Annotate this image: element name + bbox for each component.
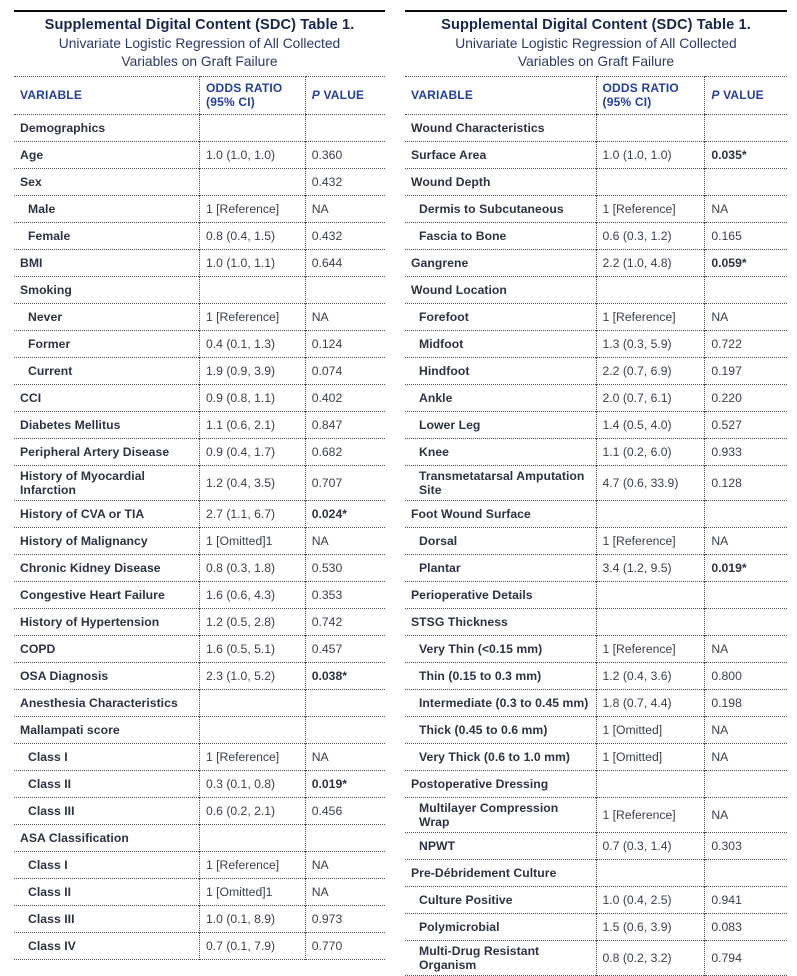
table-row bbox=[14, 770, 385, 797]
variable-cell: Thick (0.45 to 0.6 mm) bbox=[405, 716, 596, 743]
p-value-cell: 0.035* bbox=[705, 141, 787, 168]
odds-ratio-cell bbox=[596, 608, 705, 635]
p-value-cell: NA bbox=[705, 195, 787, 222]
table-row bbox=[405, 716, 787, 743]
table-row bbox=[14, 851, 385, 878]
odds-ratio-cell bbox=[200, 168, 306, 195]
p-value-cell: NA bbox=[305, 743, 385, 770]
table-row bbox=[405, 608, 787, 635]
variable-cell: Hindfoot bbox=[405, 357, 596, 384]
table-row bbox=[14, 168, 385, 195]
variable-cell: Class III bbox=[14, 905, 200, 932]
p-value-cell: NA bbox=[305, 527, 385, 554]
p-value-cell: NA bbox=[305, 851, 385, 878]
odds-ratio-cell bbox=[596, 500, 705, 527]
table-row bbox=[14, 932, 385, 959]
p-value-cell: 0.019* bbox=[305, 770, 385, 797]
p-value-cell bbox=[705, 770, 787, 797]
odds-ratio-cell: 1 [Omitted] bbox=[596, 716, 705, 743]
variable-cell: Dermis to Subcutaneous bbox=[405, 195, 596, 222]
odds-ratio-cell: 1 [Reference] bbox=[200, 195, 306, 222]
odds-ratio-cell: 0.3 (0.1, 0.8) bbox=[200, 770, 306, 797]
table-row bbox=[14, 635, 385, 662]
p-value-cell: 0.973 bbox=[305, 905, 385, 932]
odds-ratio-cell: 4.7 (0.6, 33.9) bbox=[596, 465, 705, 500]
variable-cell: Wound Depth bbox=[405, 168, 596, 195]
table-subtitle: Univariate Logistic Regression of All Collected Variables on Graft Failure bbox=[455, 36, 737, 70]
p-value-cell bbox=[305, 276, 385, 303]
odds-ratio-cell bbox=[596, 770, 705, 797]
p-value-cell bbox=[705, 859, 787, 886]
table-row bbox=[405, 913, 787, 940]
variable-cell: Female bbox=[14, 222, 200, 249]
variable-cell: Congestive Heart Failure bbox=[14, 581, 200, 608]
column-header-odds-ratio bbox=[596, 77, 705, 115]
variable-cell: NPWT bbox=[405, 832, 596, 859]
table-row bbox=[405, 635, 787, 662]
p-value-cell: 0.794 bbox=[705, 940, 787, 975]
odds-ratio-cell bbox=[200, 689, 306, 716]
p-value-cell: NA bbox=[305, 878, 385, 905]
odds-ratio-cell bbox=[200, 716, 306, 743]
table-row bbox=[14, 411, 385, 438]
odds-ratio-cell: 1 [Reference] bbox=[596, 527, 705, 554]
odds-ratio-cell: 1.6 (0.5, 5.1) bbox=[200, 635, 306, 662]
p-value-cell: 0.197 bbox=[705, 357, 787, 384]
variable-cell: Mallampati score bbox=[14, 716, 200, 743]
variable-cell: Class IV bbox=[14, 932, 200, 959]
p-value-header-label: P VALUE bbox=[711, 88, 764, 103]
table-title: Supplemental Digital Content (SDC) Table 1. bbox=[44, 17, 355, 33]
table-row bbox=[405, 330, 787, 357]
odds-ratio-cell: 1 [Reference] bbox=[596, 303, 705, 330]
variable-cell: Class I bbox=[14, 851, 200, 878]
odds-ratio-cell: 2.3 (1.0, 5.2) bbox=[200, 662, 306, 689]
odds-ratio-cell: 0.7 (0.3, 1.4) bbox=[596, 832, 705, 859]
table-row bbox=[405, 141, 787, 168]
odds-ratio-cell: 1.0 (1.0, 1.0) bbox=[596, 141, 705, 168]
odds-ratio-cell: 1.2 (0.4, 3.6) bbox=[596, 662, 705, 689]
variable-cell: Never bbox=[14, 303, 200, 330]
odds-ratio-header-line2: (95% CI) bbox=[602, 95, 652, 110]
odds-ratio-cell: 2.0 (0.7, 6.1) bbox=[596, 384, 705, 411]
odds-ratio-cell: 1.5 (0.6, 3.9) bbox=[596, 913, 705, 940]
odds-ratio-cell: 1.1 (0.6, 2.1) bbox=[200, 411, 306, 438]
table-row bbox=[405, 438, 787, 465]
odds-ratio-header-line1: ODDS RATIO bbox=[602, 81, 679, 96]
odds-ratio-cell bbox=[596, 114, 705, 141]
p-value-cell: NA bbox=[705, 635, 787, 662]
odds-ratio-cell: 0.6 (0.3, 1.2) bbox=[596, 222, 705, 249]
odds-ratio-cell: 1 [Omitted]1 bbox=[200, 527, 306, 554]
variable-cell: Wound Location bbox=[405, 276, 596, 303]
odds-ratio-cell: 2.2 (1.0, 4.8) bbox=[596, 249, 705, 276]
odds-ratio-cell bbox=[200, 276, 306, 303]
odds-ratio-cell: 1 [Omitted] bbox=[596, 743, 705, 770]
table-row bbox=[405, 276, 787, 303]
variable-cell: Multi-Drug Resistant Organism bbox=[405, 940, 596, 975]
p-value-cell: 0.457 bbox=[305, 635, 385, 662]
variable-cell: Smoking bbox=[14, 276, 200, 303]
variable-cell: Ankle bbox=[405, 384, 596, 411]
variable-cell: Gangrene bbox=[405, 249, 596, 276]
variable-cell: Sex bbox=[14, 168, 200, 195]
header-row bbox=[14, 77, 385, 115]
table-row bbox=[405, 797, 787, 832]
p-value-cell bbox=[705, 168, 787, 195]
p-value-cell bbox=[305, 114, 385, 141]
p-value-cell: 0.432 bbox=[305, 168, 385, 195]
variable-cell: COPD bbox=[14, 635, 200, 662]
variable-cell: Peripheral Artery Disease bbox=[14, 438, 200, 465]
p-value-cell bbox=[705, 114, 787, 141]
p-value-cell: NA bbox=[705, 527, 787, 554]
table-row bbox=[14, 330, 385, 357]
odds-ratio-cell: 1.6 (0.6, 4.3) bbox=[200, 581, 306, 608]
variable-cell: Surface Area bbox=[405, 141, 596, 168]
table-row bbox=[14, 438, 385, 465]
table-row bbox=[14, 797, 385, 824]
table-row bbox=[405, 249, 787, 276]
table-row bbox=[14, 581, 385, 608]
variable-cell: Forefoot bbox=[405, 303, 596, 330]
odds-ratio-header-line1: ODDS RATIO bbox=[206, 81, 283, 96]
p-value-cell: 0.742 bbox=[305, 608, 385, 635]
p-value-cell: 0.800 bbox=[705, 662, 787, 689]
p-value-cell: 0.644 bbox=[305, 249, 385, 276]
table-row bbox=[405, 662, 787, 689]
p-value-cell: 0.707 bbox=[305, 465, 385, 500]
p-value-cell: 0.198 bbox=[705, 689, 787, 716]
variable-cell: Class I bbox=[14, 743, 200, 770]
odds-ratio-cell: 1.4 (0.5, 4.0) bbox=[596, 411, 705, 438]
odds-ratio-cell: 1.2 (0.4, 3.5) bbox=[200, 465, 306, 500]
p-value-cell: 0.124 bbox=[305, 330, 385, 357]
p-value-cell bbox=[305, 716, 385, 743]
table-row bbox=[14, 527, 385, 554]
p-value-cell: NA bbox=[305, 195, 385, 222]
variable-cell: Knee bbox=[405, 438, 596, 465]
variable-cell: Thin (0.15 to 0.3 mm) bbox=[405, 662, 596, 689]
variable-cell: Dorsal bbox=[405, 527, 596, 554]
p-value-cell bbox=[305, 824, 385, 851]
p-value-cell: NA bbox=[705, 797, 787, 832]
table-row bbox=[405, 303, 787, 330]
table-row bbox=[405, 500, 787, 527]
table-body bbox=[14, 114, 385, 959]
table-row bbox=[405, 554, 787, 581]
p-value-cell: 0.074 bbox=[305, 357, 385, 384]
odds-ratio-cell: 1.2 (0.5, 2.8) bbox=[200, 608, 306, 635]
p-value-cell: 0.682 bbox=[305, 438, 385, 465]
p-value-cell bbox=[305, 689, 385, 716]
table-row bbox=[14, 195, 385, 222]
odds-ratio-cell: 1.1 (0.2, 6.0) bbox=[596, 438, 705, 465]
variable-cell: Demographics bbox=[14, 114, 200, 141]
odds-ratio-cell: 2.2 (0.7, 6.9) bbox=[596, 357, 705, 384]
variable-cell: Plantar bbox=[405, 554, 596, 581]
odds-ratio-cell: 2.7 (1.1, 6.7) bbox=[200, 500, 306, 527]
odds-ratio-cell: 3.4 (1.2, 9.5) bbox=[596, 554, 705, 581]
table-row bbox=[14, 384, 385, 411]
odds-ratio-header-line2: (95% CI) bbox=[206, 95, 255, 110]
p-value-cell: 0.353 bbox=[305, 581, 385, 608]
table-row bbox=[14, 222, 385, 249]
column-header-variable: VARIABLE bbox=[405, 77, 596, 115]
table-row bbox=[405, 222, 787, 249]
odds-ratio-cell: 1 [Reference] bbox=[200, 851, 306, 878]
table-title: Supplemental Digital Content (SDC) Table 1. bbox=[441, 17, 751, 33]
p-value-cell: 0.038* bbox=[305, 662, 385, 689]
p-value-cell: NA bbox=[705, 303, 787, 330]
odds-ratio-cell: 0.6 (0.2, 2.1) bbox=[200, 797, 306, 824]
table-row bbox=[405, 527, 787, 554]
p-value-cell: 0.165 bbox=[705, 222, 787, 249]
table-row bbox=[405, 770, 787, 797]
odds-ratio-cell: 1.0 (1.0, 1.1) bbox=[200, 249, 306, 276]
table-row bbox=[405, 832, 787, 859]
odds-ratio-cell: 1 [Omitted]1 bbox=[200, 878, 306, 905]
odds-ratio-cell bbox=[596, 168, 705, 195]
odds-ratio-cell: 1.8 (0.7, 4.4) bbox=[596, 689, 705, 716]
table-row bbox=[405, 465, 787, 500]
table-row bbox=[405, 689, 787, 716]
p-value-cell: 0.770 bbox=[305, 932, 385, 959]
p-value-cell: 0.059* bbox=[705, 249, 787, 276]
odds-ratio-cell: 0.8 (0.2, 3.2) bbox=[596, 940, 705, 975]
p-value-cell: 0.083 bbox=[705, 913, 787, 940]
p-value-cell bbox=[705, 500, 787, 527]
table-row bbox=[14, 249, 385, 276]
table-subtitle: Univariate Logistic Regression of All Collected Variables on Graft Failure bbox=[58, 36, 341, 70]
table-row bbox=[14, 276, 385, 303]
variable-cell: Wound Characteristics bbox=[405, 114, 596, 141]
variable-cell: Anesthesia Characteristics bbox=[14, 689, 200, 716]
variable-cell: Culture Positive bbox=[405, 886, 596, 913]
odds-ratio-cell: 0.9 (0.4, 1.7) bbox=[200, 438, 306, 465]
variable-cell: Transmetatarsal Amputation Site bbox=[405, 465, 596, 500]
p-value-cell bbox=[705, 581, 787, 608]
odds-ratio-cell: 0.8 (0.3, 1.8) bbox=[200, 554, 306, 581]
variable-cell: Very Thin (<0.15 mm) bbox=[405, 635, 596, 662]
p-value-cell: 0.527 bbox=[705, 411, 787, 438]
odds-ratio-cell: 0.9 (0.8, 1.1) bbox=[200, 384, 306, 411]
column-header-p-value bbox=[705, 77, 787, 115]
table-row bbox=[405, 581, 787, 608]
p-value-cell: 0.128 bbox=[705, 465, 787, 500]
p-value-cell: 0.456 bbox=[305, 797, 385, 824]
p-value-cell: 0.360 bbox=[305, 141, 385, 168]
p-value-cell: 0.303 bbox=[705, 832, 787, 859]
variable-cell: History of CVA or TIA bbox=[14, 500, 200, 527]
variable-cell: OSA Diagnosis bbox=[14, 662, 200, 689]
variable-cell: Class III bbox=[14, 797, 200, 824]
table-row bbox=[405, 940, 787, 975]
variable-cell: ASA Classification bbox=[14, 824, 200, 851]
variable-cell: Male bbox=[14, 195, 200, 222]
p-value-cell bbox=[705, 276, 787, 303]
sdc-table-card-left bbox=[14, 10, 385, 976]
variable-cell: Midfoot bbox=[405, 330, 596, 357]
p-value-cell: 0.432 bbox=[305, 222, 385, 249]
variable-cell: History of Myocardial Infarction bbox=[14, 465, 200, 500]
p-value-cell: 0.530 bbox=[305, 554, 385, 581]
odds-ratio-cell: 1 [Reference] bbox=[596, 635, 705, 662]
table-row bbox=[14, 465, 385, 500]
column-header-p-value bbox=[305, 77, 385, 115]
table-row bbox=[405, 743, 787, 770]
sdc-table-card-right bbox=[405, 10, 787, 976]
variable-cell: Perioperative Details bbox=[405, 581, 596, 608]
variable-cell: CCI bbox=[14, 384, 200, 411]
variable-cell: Class II bbox=[14, 878, 200, 905]
variable-cell: Chronic Kidney Disease bbox=[14, 554, 200, 581]
odds-ratio-cell: 1 [Reference] bbox=[200, 303, 306, 330]
odds-ratio-cell bbox=[596, 276, 705, 303]
p-value-cell: 0.220 bbox=[705, 384, 787, 411]
table-row bbox=[14, 114, 385, 141]
variable-cell: Lower Leg bbox=[405, 411, 596, 438]
variable-cell: History of Hypertension bbox=[14, 608, 200, 635]
table-row bbox=[405, 886, 787, 913]
odds-ratio-cell: 1.0 (1.0, 1.0) bbox=[200, 141, 306, 168]
variable-cell: Age bbox=[14, 141, 200, 168]
variable-cell: Foot Wound Surface bbox=[405, 500, 596, 527]
table-row bbox=[405, 411, 787, 438]
variable-cell: Multilayer Compression Wrap bbox=[405, 797, 596, 832]
odds-ratio-cell bbox=[200, 824, 306, 851]
odds-ratio-cell: 1.3 (0.3, 5.9) bbox=[596, 330, 705, 357]
table-row bbox=[14, 141, 385, 168]
p-value-cell: NA bbox=[705, 743, 787, 770]
variable-cell: Postoperative Dressing bbox=[405, 770, 596, 797]
odds-ratio-cell: 0.8 (0.4, 1.5) bbox=[200, 222, 306, 249]
table-row bbox=[14, 743, 385, 770]
table-row bbox=[14, 357, 385, 384]
p-value-cell: NA bbox=[305, 303, 385, 330]
table-row bbox=[14, 608, 385, 635]
p-value-cell bbox=[705, 608, 787, 635]
regression-table-left bbox=[14, 76, 385, 960]
column-header-odds-ratio bbox=[200, 77, 306, 115]
p-value-cell: 0.024* bbox=[305, 500, 385, 527]
odds-ratio-cell: 0.4 (0.1, 1.3) bbox=[200, 330, 306, 357]
odds-ratio-cell bbox=[596, 859, 705, 886]
variable-cell: Former bbox=[14, 330, 200, 357]
table-row bbox=[14, 662, 385, 689]
table-body bbox=[405, 114, 787, 975]
variable-cell: Fascia to Bone bbox=[405, 222, 596, 249]
variable-cell: History of Malignancy bbox=[14, 527, 200, 554]
column-header-variable: VARIABLE bbox=[14, 77, 200, 115]
variable-cell: Very Thick (0.6 to 1.0 mm) bbox=[405, 743, 596, 770]
table-row bbox=[14, 303, 385, 330]
table-row bbox=[14, 824, 385, 851]
odds-ratio-cell bbox=[200, 114, 306, 141]
table-row bbox=[14, 716, 385, 743]
odds-ratio-cell: 1.9 (0.9, 3.9) bbox=[200, 357, 306, 384]
odds-ratio-cell: 1.0 (0.1, 8.9) bbox=[200, 905, 306, 932]
table-row bbox=[14, 554, 385, 581]
table-row bbox=[14, 500, 385, 527]
table-row bbox=[405, 195, 787, 222]
variable-cell: Intermediate (0.3 to 0.45 mm) bbox=[405, 689, 596, 716]
variable-cell: Diabetes Mellitus bbox=[14, 411, 200, 438]
odds-ratio-cell: 1.0 (0.4, 2.5) bbox=[596, 886, 705, 913]
odds-ratio-cell bbox=[596, 581, 705, 608]
variable-cell: BMI bbox=[14, 249, 200, 276]
p-value-cell: 0.722 bbox=[705, 330, 787, 357]
table-row bbox=[14, 878, 385, 905]
table-row bbox=[405, 384, 787, 411]
table-row bbox=[14, 689, 385, 716]
variable-cell: STSG Thickness bbox=[405, 608, 596, 635]
p-value-cell: 0.941 bbox=[705, 886, 787, 913]
p-value-cell: 0.847 bbox=[305, 411, 385, 438]
odds-ratio-cell: 1 [Reference] bbox=[596, 797, 705, 832]
header-row bbox=[405, 77, 787, 115]
odds-ratio-cell: 1 [Reference] bbox=[596, 195, 705, 222]
regression-table-right bbox=[405, 76, 787, 976]
p-value-cell: 0.933 bbox=[705, 438, 787, 465]
variable-cell: Class II bbox=[14, 770, 200, 797]
p-value-header-label: P VALUE bbox=[311, 88, 365, 103]
table-row bbox=[405, 859, 787, 886]
table-row bbox=[405, 357, 787, 384]
table-row bbox=[405, 114, 787, 141]
variable-cell: Polymicrobial bbox=[405, 913, 596, 940]
odds-ratio-cell: 1 [Reference] bbox=[200, 743, 306, 770]
p-value-cell: 0.402 bbox=[305, 384, 385, 411]
table-row bbox=[405, 168, 787, 195]
p-value-cell: NA bbox=[705, 716, 787, 743]
odds-ratio-cell: 0.7 (0.1, 7.9) bbox=[200, 932, 306, 959]
table-row bbox=[14, 905, 385, 932]
p-value-cell: 0.019* bbox=[705, 554, 787, 581]
variable-cell: Current bbox=[14, 357, 200, 384]
variable-cell: Pre-Débridement Culture bbox=[405, 859, 596, 886]
